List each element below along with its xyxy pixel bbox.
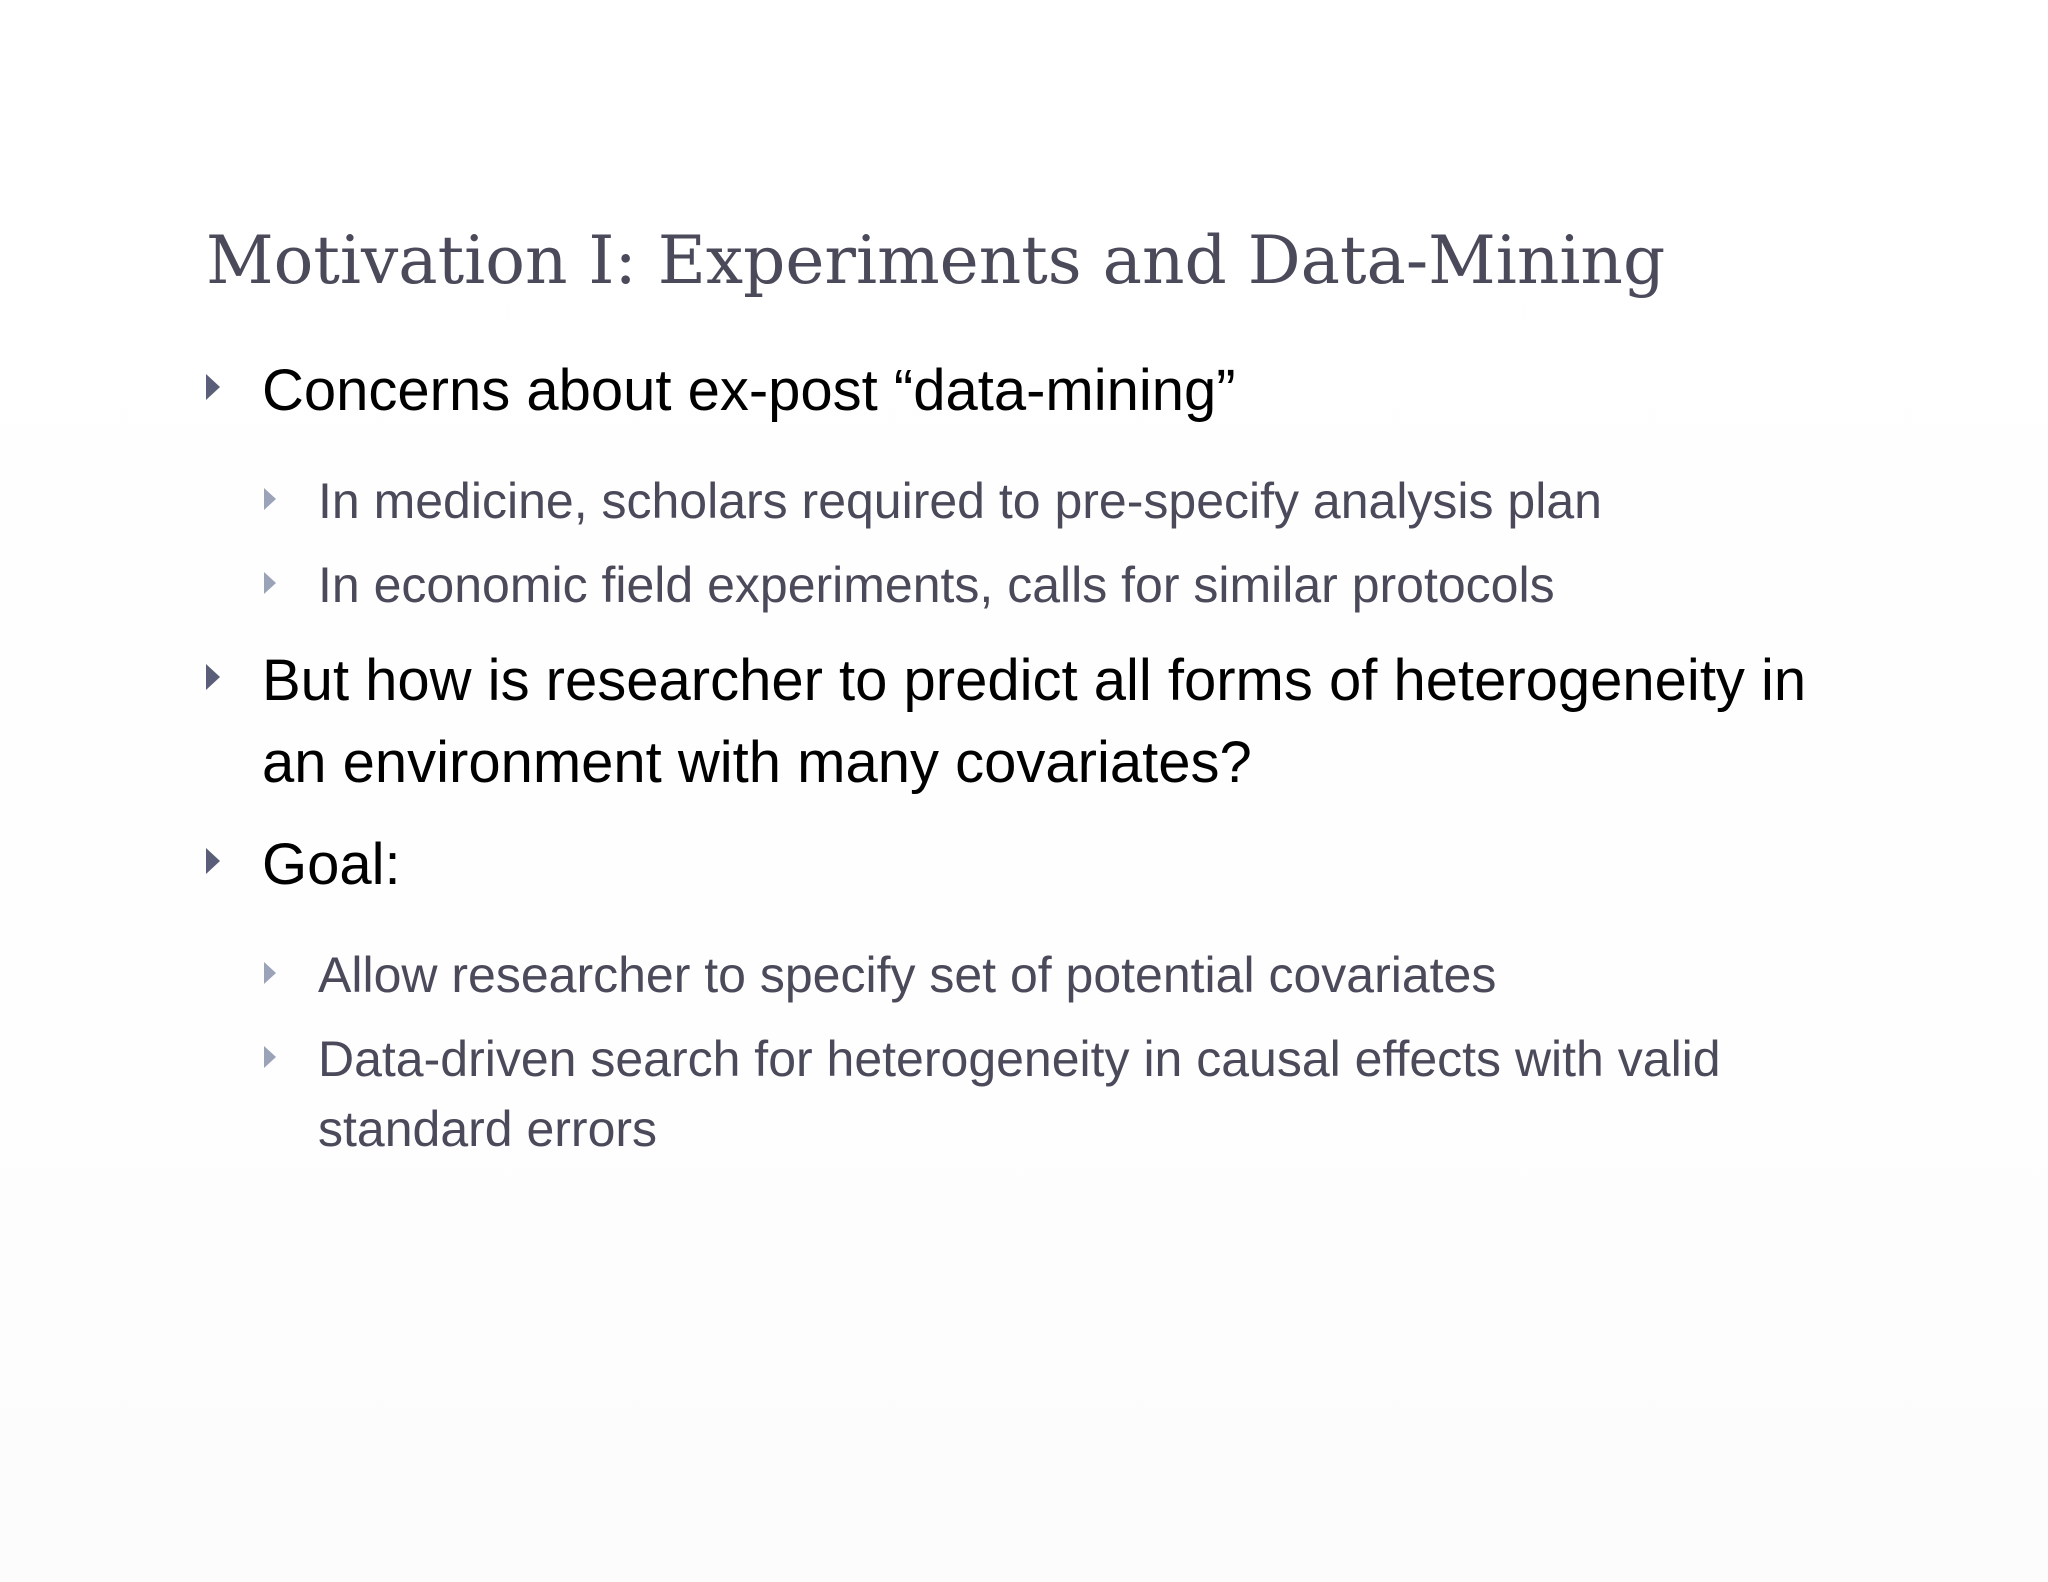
sub-bullet-list — [206, 466, 1826, 620]
list-item — [206, 350, 1826, 432]
sub-list-item — [264, 466, 1826, 536]
bullet-group-question — [206, 640, 1826, 804]
list-item — [206, 640, 1826, 804]
triangle-bullet-icon — [206, 374, 220, 400]
slide-title: Motivation I: Experiments and Data-Mining — [206, 222, 1666, 299]
bullet-group-concerns — [206, 350, 1826, 620]
sub-bullet-list — [206, 940, 1826, 1164]
bullet-text: Concerns about ex-post “data-mining” — [262, 358, 1236, 423]
sub-list-item — [264, 940, 1826, 1010]
bullet-list — [206, 350, 1826, 1184]
sub-bullet-text: Data-driven search for heterogeneity in causal effects with valid standard errors — [318, 1031, 1721, 1157]
sub-bullet-text: In medicine, scholars required to pre-specify analysis plan — [318, 473, 1602, 529]
list-item — [206, 824, 1826, 906]
sub-bullet-text: Allow researcher to specify set of potential covariates — [318, 947, 1497, 1003]
small-triangle-bullet-icon — [264, 572, 276, 594]
small-triangle-bullet-icon — [264, 962, 276, 984]
bullet-text: Goal: — [262, 832, 401, 897]
small-triangle-bullet-icon — [264, 1046, 276, 1068]
triangle-bullet-icon — [206, 848, 220, 874]
sub-list-item — [264, 1024, 1826, 1164]
sub-bullet-text: In economic field experiments, calls for similar protocols — [318, 557, 1555, 613]
bullet-group-goal — [206, 824, 1826, 1164]
sub-list-item — [264, 550, 1826, 620]
bullet-text: But how is researcher to predict all forms of heterogeneity in an environment with many covariates? — [262, 648, 1807, 795]
small-triangle-bullet-icon — [264, 488, 276, 510]
triangle-bullet-icon — [206, 664, 220, 690]
